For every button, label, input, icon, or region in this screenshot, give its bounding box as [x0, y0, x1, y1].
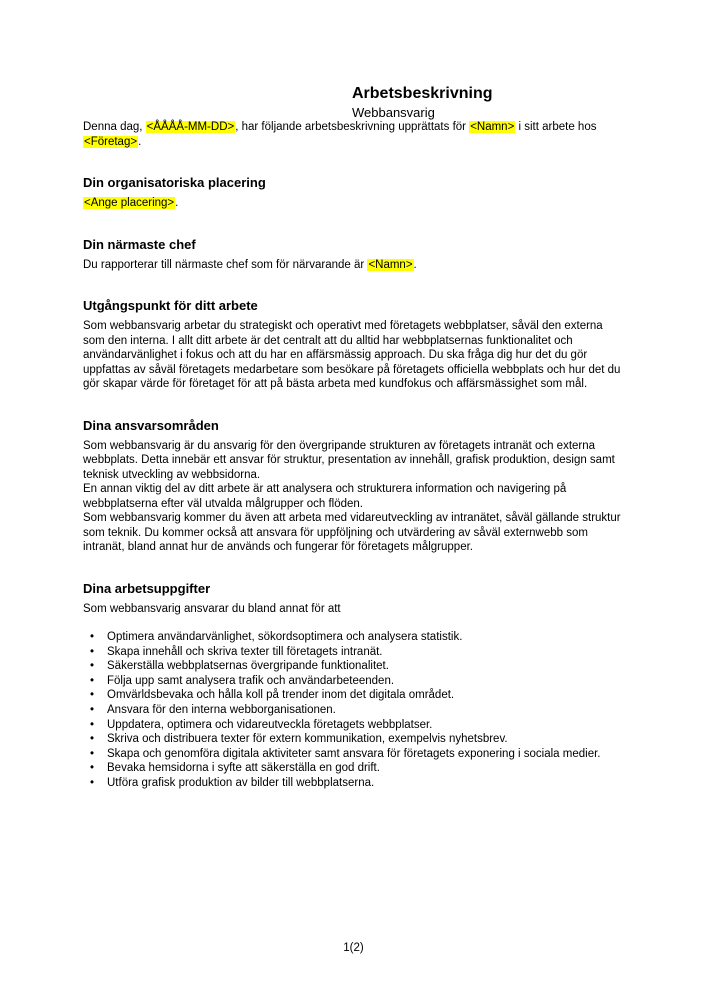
responsibilities-paragraph-2: En annan viktig del av ditt arbete är att analysera och strukturera information och navigering på webbplatserna efter väl utvalda målgrupper och flöden.	[83, 483, 567, 510]
task-item: • Skapa innehåll och skriva texter till företagets intranät.	[90, 645, 624, 660]
page-number: 1(2)	[343, 942, 364, 954]
intro-text-1: Denna dag,	[83, 121, 146, 133]
section-tasks	[83, 581, 624, 791]
starting-point-paragraph: Som webbansvarig arbetar du strategiskt och operativt med företagets webbplatser, såväl den externa som den interna. I allt ditt arbete är det centralt att du alltid har webbplatsernas funktionalitet och användarvänlighet i fokus och att du har en affärsmässig approach. Du ska fråga dig hur det du gör uppfattas av såväl företagets medarbetare som besökare på företagets officiella webbplats och hur det du gör skapar värde för företaget för att på bästa arbeta med kundfokus och affärsmässighet som mål.	[83, 320, 621, 390]
task-item: • Skapa och genomföra digitala aktiviteter samt ansvara för företagets exponering i sociala medier.	[90, 747, 624, 762]
task-list	[83, 630, 624, 791]
intro-paragraph	[83, 120, 624, 149]
company-placeholder: <Företag>	[84, 135, 138, 148]
responsibilities-paragraph-1: Som webbansvarig är du ansvarig för den övergripande strukturen av företagets intranät och externa webbplats. Detta innebär ett ansvar för struktur, presentation av innehåll, grafisk produktion, design samt teknisk utveckling av webbsidorna.	[83, 439, 615, 481]
placement-body	[83, 196, 624, 211]
task-item: • Uppdatera, optimera och vidareutveckla företagets webbplatser.	[90, 718, 624, 733]
title-block	[352, 83, 624, 120]
task-item: • Följa upp samt analysera trafik och användarbeteenden.	[90, 674, 624, 689]
section-starting-point	[83, 298, 624, 392]
intro-text-4: .	[138, 135, 142, 148]
manager-name-placeholder: <Namn>	[368, 258, 413, 271]
date-placeholder: <ÅÅÅÅ-MM-DD>	[146, 121, 235, 133]
section-heading-placement: Din organisatoriska placering	[83, 175, 266, 190]
manager-body	[83, 258, 624, 273]
page-title: Arbetsbeskrivning	[352, 85, 493, 102]
section-responsibilities	[83, 418, 624, 555]
task-item: • Bevaka hemsidorna i syfte att säkerställa en god drift.	[90, 761, 624, 776]
task-item: • Optimera användarvänlighet, sökordsoptimera och analysera statistik.	[90, 630, 624, 645]
section-manager	[83, 237, 624, 273]
placement-period: .	[175, 197, 179, 209]
name-placeholder: <Namn>	[470, 121, 515, 133]
section-placement	[83, 175, 624, 211]
task-item: • Utföra grafisk produktion av bilder till webbplatserna.	[90, 776, 624, 791]
placement-placeholder: <Ange placering>	[84, 197, 175, 209]
intro-text-3: i sitt arbete hos	[515, 121, 597, 133]
task-item: • Ansvara för den interna webborganisationen.	[90, 703, 624, 718]
intro-text-2: , har följande arbetsbeskrivning upprättats för	[235, 121, 470, 133]
task-item: • Skriva och distribuera texter för extern kommunikation, exempelvis nyhetsbrev.	[90, 732, 624, 747]
section-heading-manager: Din närmaste chef	[83, 236, 196, 252]
task-item: • Omvärldsbevaka och hålla koll på trender inom det digitala området.	[90, 688, 624, 703]
responsibilities-paragraph-3: Som webbansvarig kommer du även att arbeta med vidareutveckling av intranätet, såväl gällande struktur som teknik. Du kommer också att ansvara för uppföljning och utvärdering av såväl externwebb som intranät, bland annat hur de används och fungerar för företagets målgrupper.	[83, 512, 621, 553]
section-heading-responsibilities: Dina ansvarsområden	[83, 417, 219, 433]
tasks-lead: Som webbansvarig ansvarar du bland annat för att	[83, 602, 341, 615]
section-heading-starting-point: Utgångspunkt för ditt arbete	[83, 298, 258, 313]
task-item: • Säkerställa webbplatsernas övergripande funktionalitet.	[90, 659, 624, 674]
section-heading-tasks: Dina arbetsuppgifter	[83, 580, 211, 596]
manager-text: Du rapporterar till närmaste chef som för närvarande är	[83, 258, 368, 271]
page-subtitle: Webbansvarig	[352, 105, 435, 120]
manager-period: .	[413, 258, 417, 271]
